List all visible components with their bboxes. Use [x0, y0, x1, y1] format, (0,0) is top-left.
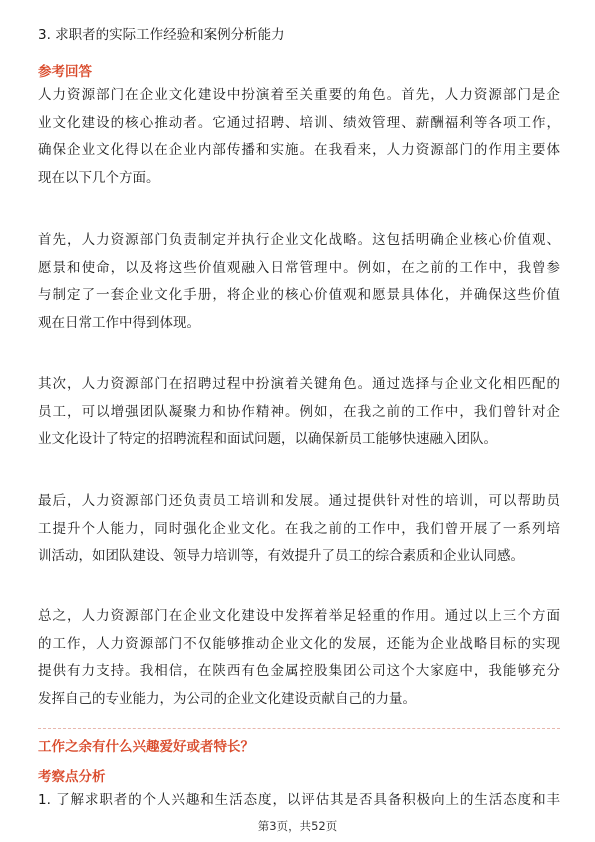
answer-paragraph-5: [38, 603, 560, 713]
paragraph-line: 总之，人力资源部门在企业文化建设中发挥着举足轻重的作用。通过以上三个方面: [38, 608, 560, 624]
answer-header: 参考回答: [38, 64, 92, 80]
paragraph-line: 与制定了一套企业文化手册，将企业的核心价值观和愿景具体化，并确保这些价值: [38, 287, 560, 303]
paragraph-line: 的工作，人力资源部门不仅能够推动企业文化的发展，还能为企业战略目标的实现: [38, 635, 560, 652]
next-question-title: 工作之余有什么兴趣爱好或者特长？: [38, 739, 254, 755]
section-divider: [38, 728, 560, 729]
paragraph-line: 最后，人力资源部门还负责员工培训和发展。通过提供针对性的培训，可以帮助员: [38, 493, 560, 509]
paragraph-line: 愿景和使命，以及将这些价值观融入日常管理中。例如，在之前的工作中，我曾参: [38, 259, 560, 276]
paragraph-line: 人力资源部门在企业文化建设中扮演着至关重要的角色。首先，人力资源部门是企: [38, 87, 560, 103]
answer-paragraph-2: [38, 227, 560, 337]
paragraph-line: 业文化设计了特定的招聘流程和面试问题，以确保新员工能够快速融入团队。: [38, 431, 497, 447]
paragraph-line: 1. 了解求职者的个人兴趣和生活态度，以评估其是否具备积极向上的生活态度和丰: [38, 792, 560, 808]
answer-paragraph-1: [38, 82, 560, 192]
paragraph-line: 业文化建设的核心推动者。它通过招聘、培训、绩效管理、薪酬福利等各项工作，: [38, 114, 560, 131]
paragraph-line: 提供有力支持。我相信，在陕西有色金属控股集团公司这个大家庭中，我能够充分: [38, 663, 560, 679]
page-footer: 第3页，共52页: [257, 819, 338, 833]
paragraph-line: 现在以下几个方面。: [38, 169, 160, 186]
question-title: 3. 求职者的实际工作经验和案例分析能力: [38, 27, 285, 43]
paragraph-line: 观在日常工作中得到体现。: [38, 314, 200, 331]
answer-paragraph-3: [38, 371, 560, 454]
paragraph-line: 其次，人力资源部门在招聘过程中扮演着关键角色。通过选择与企业文化相匹配的: [38, 376, 560, 392]
paragraph-line: 员工，可以增强团队凝聚力和协作精神。例如，在我之前的工作中，我们曾针对企: [38, 403, 560, 420]
analysis-text: [38, 787, 560, 815]
paragraph-line: 训活动，如团队建设、领导力培训等，有效提升了员工的综合素质和企业认同感。: [38, 548, 524, 564]
paragraph-line: 发挥自己的专业能力，为公司的企业文化建设贡献自己的力量。: [38, 690, 416, 707]
paragraph-line: 确保企业文化得以在企业内部传播和实施。在我看来，人力资源部门的作用主要体: [38, 142, 560, 158]
paragraph-line: 首先，人力资源部门负责制定并执行企业文化战略。这包括明确企业核心价值观、: [38, 232, 560, 248]
answer-paragraph-4: [38, 488, 560, 571]
paragraph-line: 工提升个人能力，同时强化企业文化。在我之前的工作中，我们曾开展了一系列培: [38, 520, 560, 537]
analysis-header: 考察点分析: [38, 769, 106, 785]
